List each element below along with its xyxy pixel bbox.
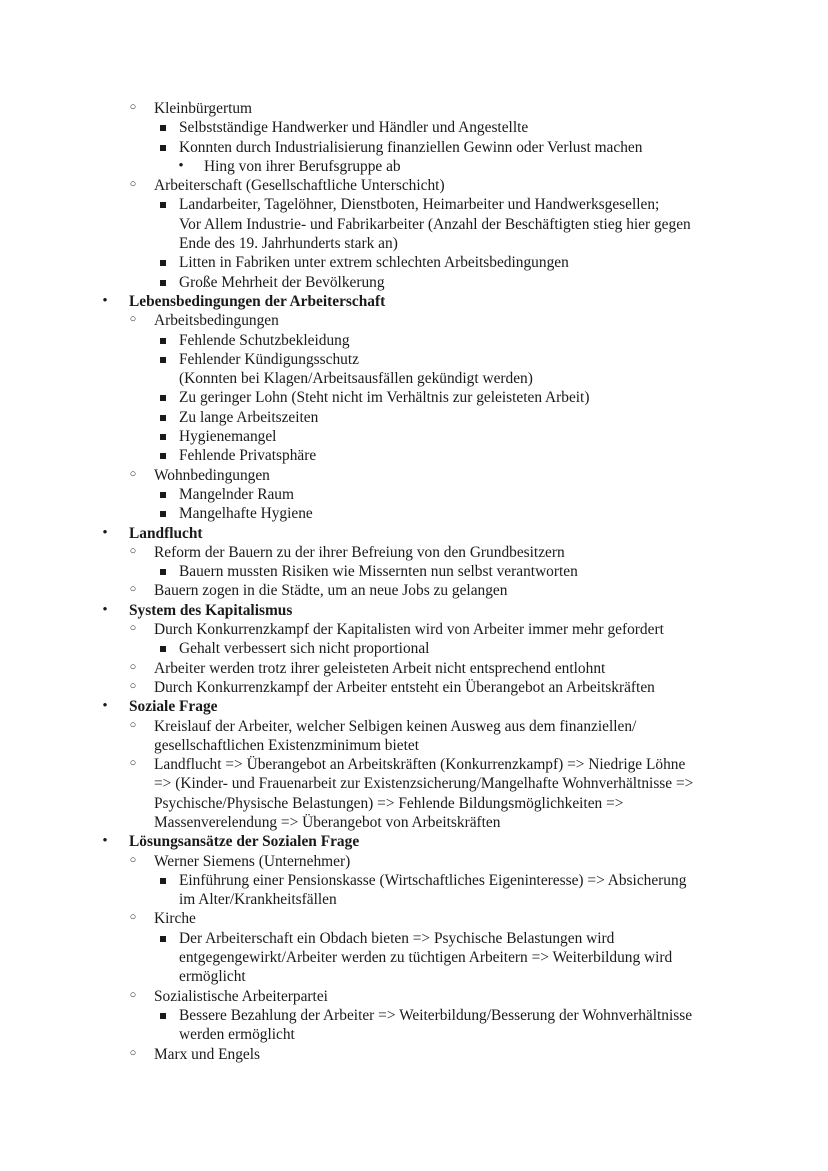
- square-bullet-icon: [160, 202, 166, 208]
- outline-line: [0, 794, 828, 813]
- outline-text: Durch Konkurrenzkampf der Arbeiter entsteht ein Überangebot an Arbeitskräften: [154, 678, 655, 696]
- outline-text: Fehlender Kündigungsschutz: [179, 350, 359, 368]
- outline-line: [0, 967, 828, 986]
- outline-line: [0, 948, 828, 967]
- bullet-icon: •: [178, 157, 184, 174]
- circle-bullet-icon: ○: [129, 988, 137, 1001]
- circle-bullet-icon: ○: [129, 101, 137, 113]
- circle-bullet-icon: ○: [129, 679, 137, 692]
- outline-line: [0, 446, 828, 465]
- outline-line: [0, 581, 828, 600]
- outline-text: Vor Allem Industrie- und Fabrikarbeiter (Anzahl der Beschäftigten stieg hier gegen: [179, 215, 691, 233]
- circle-bullet-icon: ○: [129, 178, 137, 191]
- outline-line: [0, 176, 828, 195]
- outline-text: Zu geringer Lohn (Steht nicht im Verhältnis zur geleisteten Arbeit): [179, 389, 590, 407]
- bullet-icon: •: [102, 524, 108, 541]
- outline-text: Mangelnder Raum: [179, 485, 294, 503]
- outline-line: [0, 639, 828, 658]
- outline-text: Hing von ihrer Berufsgruppe ab: [204, 157, 401, 175]
- square-bullet-icon: [160, 1013, 166, 1019]
- square-bullet-icon: [160, 280, 166, 286]
- outline-text: (Konnten bei Klagen/Arbeitsausfällen gekündigt werden): [179, 370, 533, 388]
- outline-line: [0, 195, 828, 214]
- square-bullet-icon: [160, 338, 166, 344]
- square-bullet-icon: [160, 260, 166, 266]
- outline-text: Kreislauf der Arbeiter, welcher Selbigen keinen Ausweg aus dem finanziellen/: [154, 717, 637, 735]
- outline-text: Einführung einer Pensionskasse (Wirtschaftliches Eigeninteresse) => Absicherung: [179, 871, 687, 889]
- section-heading: Lebensbedingungen der Arbeiterschaft: [129, 292, 386, 310]
- bullet-icon: •: [102, 698, 108, 715]
- outline-text: Durch Konkurrenzkampf der Kapitalisten wird von Arbeiter immer mehr gefordert: [154, 621, 664, 639]
- outline-line: [0, 813, 828, 832]
- outline-text: Zu lange Arbeitszeiten: [179, 408, 319, 426]
- circle-bullet-icon: ○: [129, 660, 137, 673]
- outline-line: [0, 717, 828, 736]
- square-bullet-icon: [160, 125, 166, 131]
- outline-line: [0, 234, 828, 253]
- outline-text: Reform der Bauern zu der ihrer Befreiung von den Grundbesitzern: [154, 543, 565, 561]
- outline-line: [0, 678, 828, 697]
- outline-line: [0, 118, 828, 137]
- outline-line: [0, 427, 828, 446]
- outline-text: Fehlende Schutzbekleidung: [179, 331, 350, 349]
- outline-text: Massenverelendung => Überangebot von Arbeitskräften: [154, 813, 501, 831]
- outline-line: [0, 659, 828, 678]
- document-outline: [0, 99, 828, 1064]
- outline-line: [0, 215, 828, 234]
- outline-text: Große Mehrheit der Bevölkerung: [179, 273, 385, 291]
- square-bullet-icon: [160, 492, 166, 498]
- outline-line: [0, 543, 828, 562]
- square-bullet-icon: [160, 415, 166, 421]
- outline-text: werden ermöglicht: [179, 1026, 295, 1044]
- circle-bullet-icon: ○: [129, 757, 137, 770]
- outline-text: Litten in Fabriken unter extrem schlechten Arbeitsbedingungen: [179, 254, 569, 272]
- section-heading: Landflucht: [129, 524, 203, 542]
- bullet-icon: •: [102, 833, 108, 850]
- outline-text: Arbeitsbedingungen: [154, 312, 279, 330]
- square-bullet-icon: [160, 434, 166, 440]
- square-bullet-icon: [160, 453, 166, 459]
- outline-line: [0, 1006, 828, 1025]
- square-bullet-icon: [160, 569, 166, 575]
- outline-line: [0, 485, 828, 504]
- bullet-icon: •: [102, 292, 108, 309]
- circle-bullet-icon: ○: [129, 1046, 137, 1059]
- outline-text: Bauern zogen in die Städte, um an neue Jobs zu gelangen: [154, 582, 508, 600]
- outline-text: im Alter/Krankheitsfällen: [179, 891, 337, 909]
- circle-bullet-icon: ○: [129, 467, 137, 480]
- outline-line: [0, 408, 828, 427]
- square-bullet-icon: [160, 357, 166, 363]
- outline-text: Marx und Engels: [154, 1045, 261, 1063]
- outline-line: [0, 466, 828, 485]
- section-heading-line: [0, 832, 828, 851]
- outline-line: [0, 987, 828, 1006]
- circle-bullet-icon: ○: [129, 313, 137, 326]
- outline-text: Gehalt verbessert sich nicht proportional: [179, 640, 430, 658]
- outline-text: Konnten durch Industrialisierung finanziellen Gewinn oder Verlust machen: [179, 138, 643, 156]
- outline-line: [0, 99, 828, 118]
- outline-line: [0, 504, 828, 523]
- outline-line: [0, 871, 828, 890]
- square-bullet-icon: [160, 395, 166, 401]
- outline-text: Wohnbedingungen: [154, 466, 270, 484]
- outline-text: Landarbeiter, Tagelöhner, Dienstboten, Heimarbeiter und Handwerksgesellen;: [179, 196, 660, 214]
- outline-text: Hygienemangel: [179, 428, 277, 446]
- bullet-icon: •: [102, 601, 108, 618]
- outline-line: [0, 350, 828, 369]
- section-heading-line: [0, 697, 828, 716]
- outline-line: [0, 929, 828, 948]
- outline-text: Arbeiterschaft (Gesellschaftliche Unterschicht): [154, 177, 445, 195]
- outline-line: [0, 1025, 828, 1044]
- square-bullet-icon: [160, 511, 166, 517]
- square-bullet-icon: [160, 145, 166, 151]
- outline-text: Psychische/Physische Belastungen) => Fehlende Bildungsmöglichkeiten =>: [154, 794, 624, 812]
- outline-text: Arbeiter werden trotz ihrer geleisteten Arbeit nicht entsprechend entlohnt: [154, 659, 606, 677]
- outline-text: Kleinbürgertum: [154, 100, 253, 117]
- outline-text: Kirche: [154, 910, 196, 928]
- circle-bullet-icon: ○: [129, 718, 137, 731]
- circle-bullet-icon: ○: [129, 583, 137, 596]
- section-heading: Soziale Frage: [129, 698, 218, 716]
- outline-line: [0, 736, 828, 755]
- section-heading: Lösungsansätze der Sozialen Frage: [129, 833, 360, 851]
- circle-bullet-icon: ○: [129, 622, 137, 635]
- outline-text: Mangelhafte Hygiene: [179, 505, 313, 523]
- section-heading: System des Kapitalismus: [129, 601, 293, 619]
- outline-line: [0, 562, 828, 581]
- outline-line: [0, 620, 828, 639]
- outline-text: Bauern mussten Risiken wie Missernten nun selbst verantworten: [179, 563, 578, 581]
- outline-line: [0, 311, 828, 330]
- outline-text: Landflucht => Überangebot an Arbeitskräften (Konkurrenzkampf) => Niedrige Löhne: [154, 756, 686, 774]
- section-heading-line: [0, 292, 828, 311]
- outline-line: [0, 774, 828, 793]
- section-heading-line: [0, 601, 828, 620]
- outline-line: [0, 755, 828, 774]
- circle-bullet-icon: ○: [129, 853, 137, 866]
- outline-line: [0, 273, 828, 292]
- outline-text: Fehlende Privatsphäre: [179, 447, 317, 465]
- outline-text: => (Kinder- und Frauenarbeit zur Existenzsicherung/Mangelhafte Wohnverhältnisse =>: [154, 775, 694, 793]
- outline-line: [0, 138, 828, 157]
- outline-text: gesellschaftlichen Existenzminimum bietet: [154, 736, 419, 754]
- outline-line: [0, 909, 828, 928]
- square-bullet-icon: [160, 646, 166, 652]
- outline-text: ermöglicht: [179, 968, 246, 986]
- square-bullet-icon: [160, 936, 166, 942]
- circle-bullet-icon: ○: [129, 544, 137, 557]
- circle-bullet-icon: ○: [129, 911, 137, 924]
- outline-line: [0, 388, 828, 407]
- outline-text: Sozialistische Arbeiterpartei: [154, 987, 328, 1005]
- square-bullet-icon: [160, 878, 166, 884]
- outline-line: [0, 157, 828, 176]
- outline-text: Bessere Bezahlung der Arbeiter => Weiterbildung/Besserung der Wohnverhältnisse: [179, 1006, 693, 1024]
- outline-text: Ende des 19. Jahrhunderts stark an): [179, 235, 398, 253]
- outline-line: [0, 890, 828, 909]
- outline-text: entgegengewirkt/Arbeiter werden zu tüchtigen Arbeitern => Weiterbildung wird: [179, 949, 673, 967]
- section-heading-line: [0, 524, 828, 543]
- outline-text: Der Arbeiterschaft ein Obdach bieten => Psychische Belastungen wird: [179, 929, 615, 947]
- outline-line: [0, 253, 828, 272]
- outline-line: [0, 369, 828, 388]
- outline-text: Werner Siemens (Unternehmer): [154, 852, 351, 870]
- outline-line: [0, 1045, 828, 1064]
- outline-text: Selbstständige Handwerker und Händler und Angestellte: [179, 119, 529, 137]
- outline-line: [0, 331, 828, 350]
- outline-line: [0, 852, 828, 871]
